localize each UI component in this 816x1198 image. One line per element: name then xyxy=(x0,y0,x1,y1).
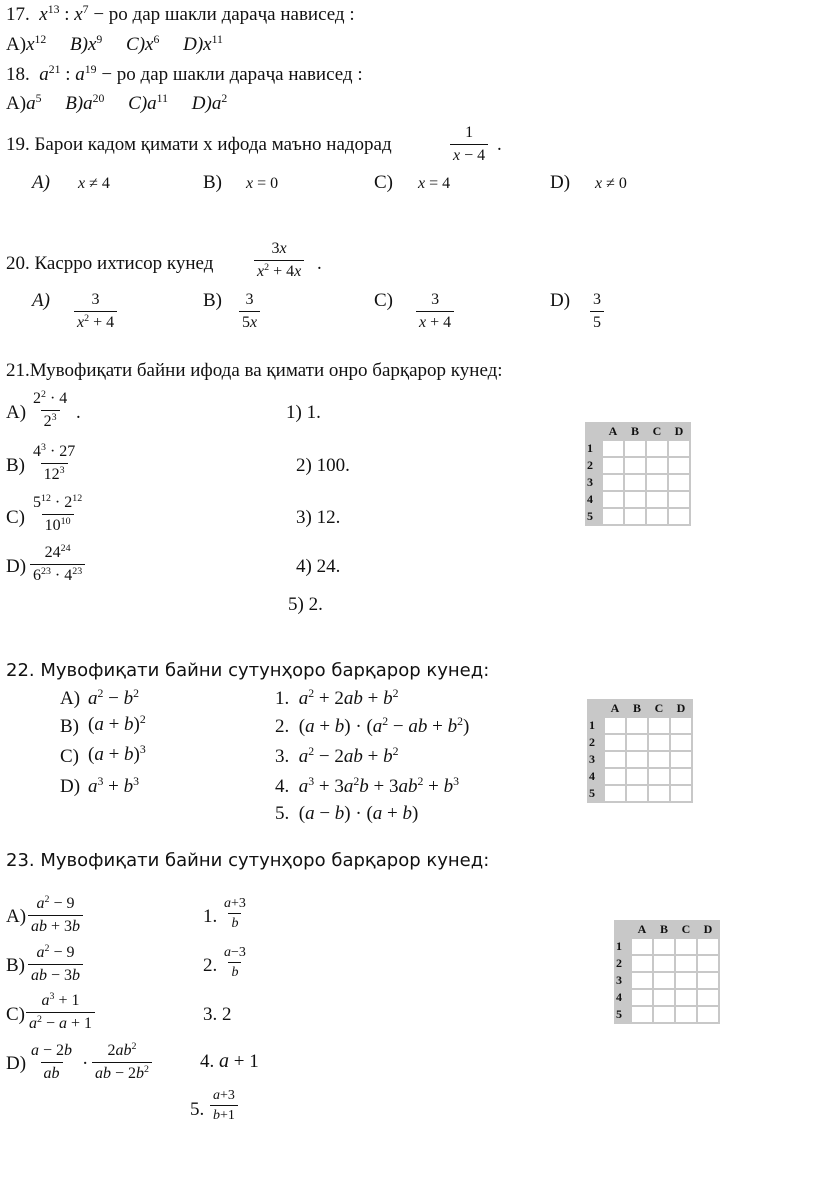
q22-value-1: 1. $a^2 + 2ab + b^2$ xyxy=(275,686,399,709)
q18-line: 18. $a^{21}$ : $a^{19}$ − ро дар шакли дараҷа нависед : xyxy=(6,62,363,85)
q19-b-value: x = 0 xyxy=(246,175,279,192)
q21-value-5: 5) 2. xyxy=(288,594,323,615)
q23-value-1: $\frac{a+3}{b}$ xyxy=(224,896,246,931)
q23-value-5: $\frac{a+3}{b+1}$ xyxy=(210,1088,238,1123)
q22-d-expr: $a^3 + b^3$ xyxy=(88,774,139,797)
q19-a-value: x ≠ 4 xyxy=(78,175,110,192)
q23-d-expr1: $\frac{a - 2b}{ab}$ xyxy=(31,1042,73,1082)
q22-answer-grid: A B C D 1 2 3 4 5 xyxy=(587,699,693,803)
q23-value-1-label: 1. xyxy=(203,906,218,927)
q23-text: 23. Мувофиқати байни сутунҳоро барқарор кунед: xyxy=(6,850,490,871)
q20-option-d: D) xyxy=(550,290,571,311)
q23-b-expr: $\frac{a^2 - 9}{ab - 3b}$ xyxy=(28,944,83,985)
q21-value-2: 2) 100. xyxy=(296,455,350,476)
q21-option-d: D) xyxy=(6,556,27,577)
q23-d-expr2: $\frac{2ab^2}{ab - 2b^2}$ xyxy=(92,1042,152,1083)
q20-text: 20. Касрро ихтисор кунед xyxy=(6,253,214,274)
q21-option-a: A) xyxy=(6,402,27,423)
q22-option-b: B) xyxy=(60,716,79,737)
q23-value-3: 3. 2 xyxy=(203,1004,232,1025)
q19-option-b: B) xyxy=(203,172,222,193)
q21-value-3: 3) 12. xyxy=(296,507,341,528)
q20-fraction: $\frac{3x}{x^2 + 4x}$ xyxy=(254,240,304,281)
q22-value-4: 4. $a^3 + 3a^2b + 3ab^2 + b^3$ xyxy=(275,774,459,797)
q20-option-a: A) xyxy=(32,290,50,311)
q19-fraction: $\frac{1}{x - 4}$ xyxy=(450,124,488,165)
q22-b-expr: $(a + b)^2$ xyxy=(88,712,146,735)
q23-value-5-label: 5. xyxy=(190,1099,205,1120)
q21-a-expr: $\frac{2^2 \cdot 4}{2^3}$ xyxy=(33,389,68,430)
q23-option-d: D) xyxy=(6,1053,27,1074)
q22-value-3: 3. $a^2 - 2ab + b^2$ xyxy=(275,744,399,767)
q21-d-expr: $\frac{24^{24}}{6^{23} \cdot 4^{23}}$ xyxy=(30,544,85,585)
q21-c-expr: $\frac{5^{12} \cdot 2^{12}}{10^{10}}$ xyxy=(33,493,83,534)
q22-option-a: A) xyxy=(60,688,81,709)
q22-a-expr: $a^2 - b^2$ xyxy=(88,686,139,709)
q21-value-4: 4) 24. xyxy=(296,556,341,577)
q19-option-d: D) xyxy=(550,172,571,193)
q23-answer-grid: A B C D 1 2 3 4 5 xyxy=(614,920,720,1024)
q19-c-value: x = 4 xyxy=(418,175,451,192)
q17-options: $A)x^{12}$ $B)x^9$ $C)x^6$ $D)x^{11}$ xyxy=(6,32,223,55)
q19-d-value: x ≠ 0 xyxy=(595,175,627,192)
q20-d-value: $\frac{3}{5}$ xyxy=(590,291,604,332)
q17-line: 17. $x^{13}$ : $x^7$ − ро дар шакли дараҷа нависед : xyxy=(6,2,355,25)
q21-option-c: C) xyxy=(6,507,25,528)
q21-text: 21.Мувофиқати байни ифода ва қимати онро барқарор кунед: xyxy=(6,360,503,381)
q23-value-4: 4. a + 1 xyxy=(200,1050,259,1072)
q22-value-2: 2. $(a + b) \cdot (a^2$ − ab + $b^2$) xyxy=(275,714,470,737)
q20-c-value: $\frac{3}{x + 4}$ xyxy=(416,291,454,332)
q21-b-expr: $\frac{4^3 \cdot 27}{12^3}$ xyxy=(33,442,76,483)
q23-value-2-label: 2. xyxy=(203,955,218,976)
q22-value-5: 5. (a − b) · (a + b) xyxy=(275,803,419,824)
q22-c-expr: $(a + b)^3$ xyxy=(88,742,146,765)
q23-a-expr: $\frac{a^2 - 9}{ab + 3b}$ xyxy=(28,895,83,936)
q20-a-value: $\frac{3}{x^2 + 4}$ xyxy=(74,291,117,332)
q23-option-a: A) xyxy=(6,906,27,927)
q22-option-d: D) xyxy=(60,776,81,797)
q21-answer-grid: A B C D 1 2 3 4 5 xyxy=(585,422,691,526)
q23-c-expr: $\frac{a^3 + 1}{a^2 - a + 1}$ xyxy=(26,992,95,1033)
q18-options: $A)a^5$ $B)a^{20}$ $C)a^{11}$ $D)a^2$ xyxy=(6,91,228,114)
q23-value-2: $\frac{a-3}{b}$ xyxy=(224,945,246,980)
q20-option-b: B) xyxy=(203,290,222,311)
q19-text: 19. Барои кадом қимати х ифода маъно надорад xyxy=(6,134,392,155)
q19-option-a: A) xyxy=(32,172,50,193)
q19-option-c: C) xyxy=(374,172,393,193)
q22-text: 22. Мувофиқати байни сутунҳоро барқарор кунед: xyxy=(6,660,490,681)
q21-option-b: B) xyxy=(6,455,25,476)
q22-option-c: C) xyxy=(60,746,79,767)
q23-option-c: C) xyxy=(6,1004,25,1025)
q23-option-b: B) xyxy=(6,955,25,976)
q20-b-value: $\frac{3}{5x}$ xyxy=(239,291,260,332)
q21-value-1: 1) 1. xyxy=(286,402,321,423)
q20-option-c: C) xyxy=(374,290,393,311)
